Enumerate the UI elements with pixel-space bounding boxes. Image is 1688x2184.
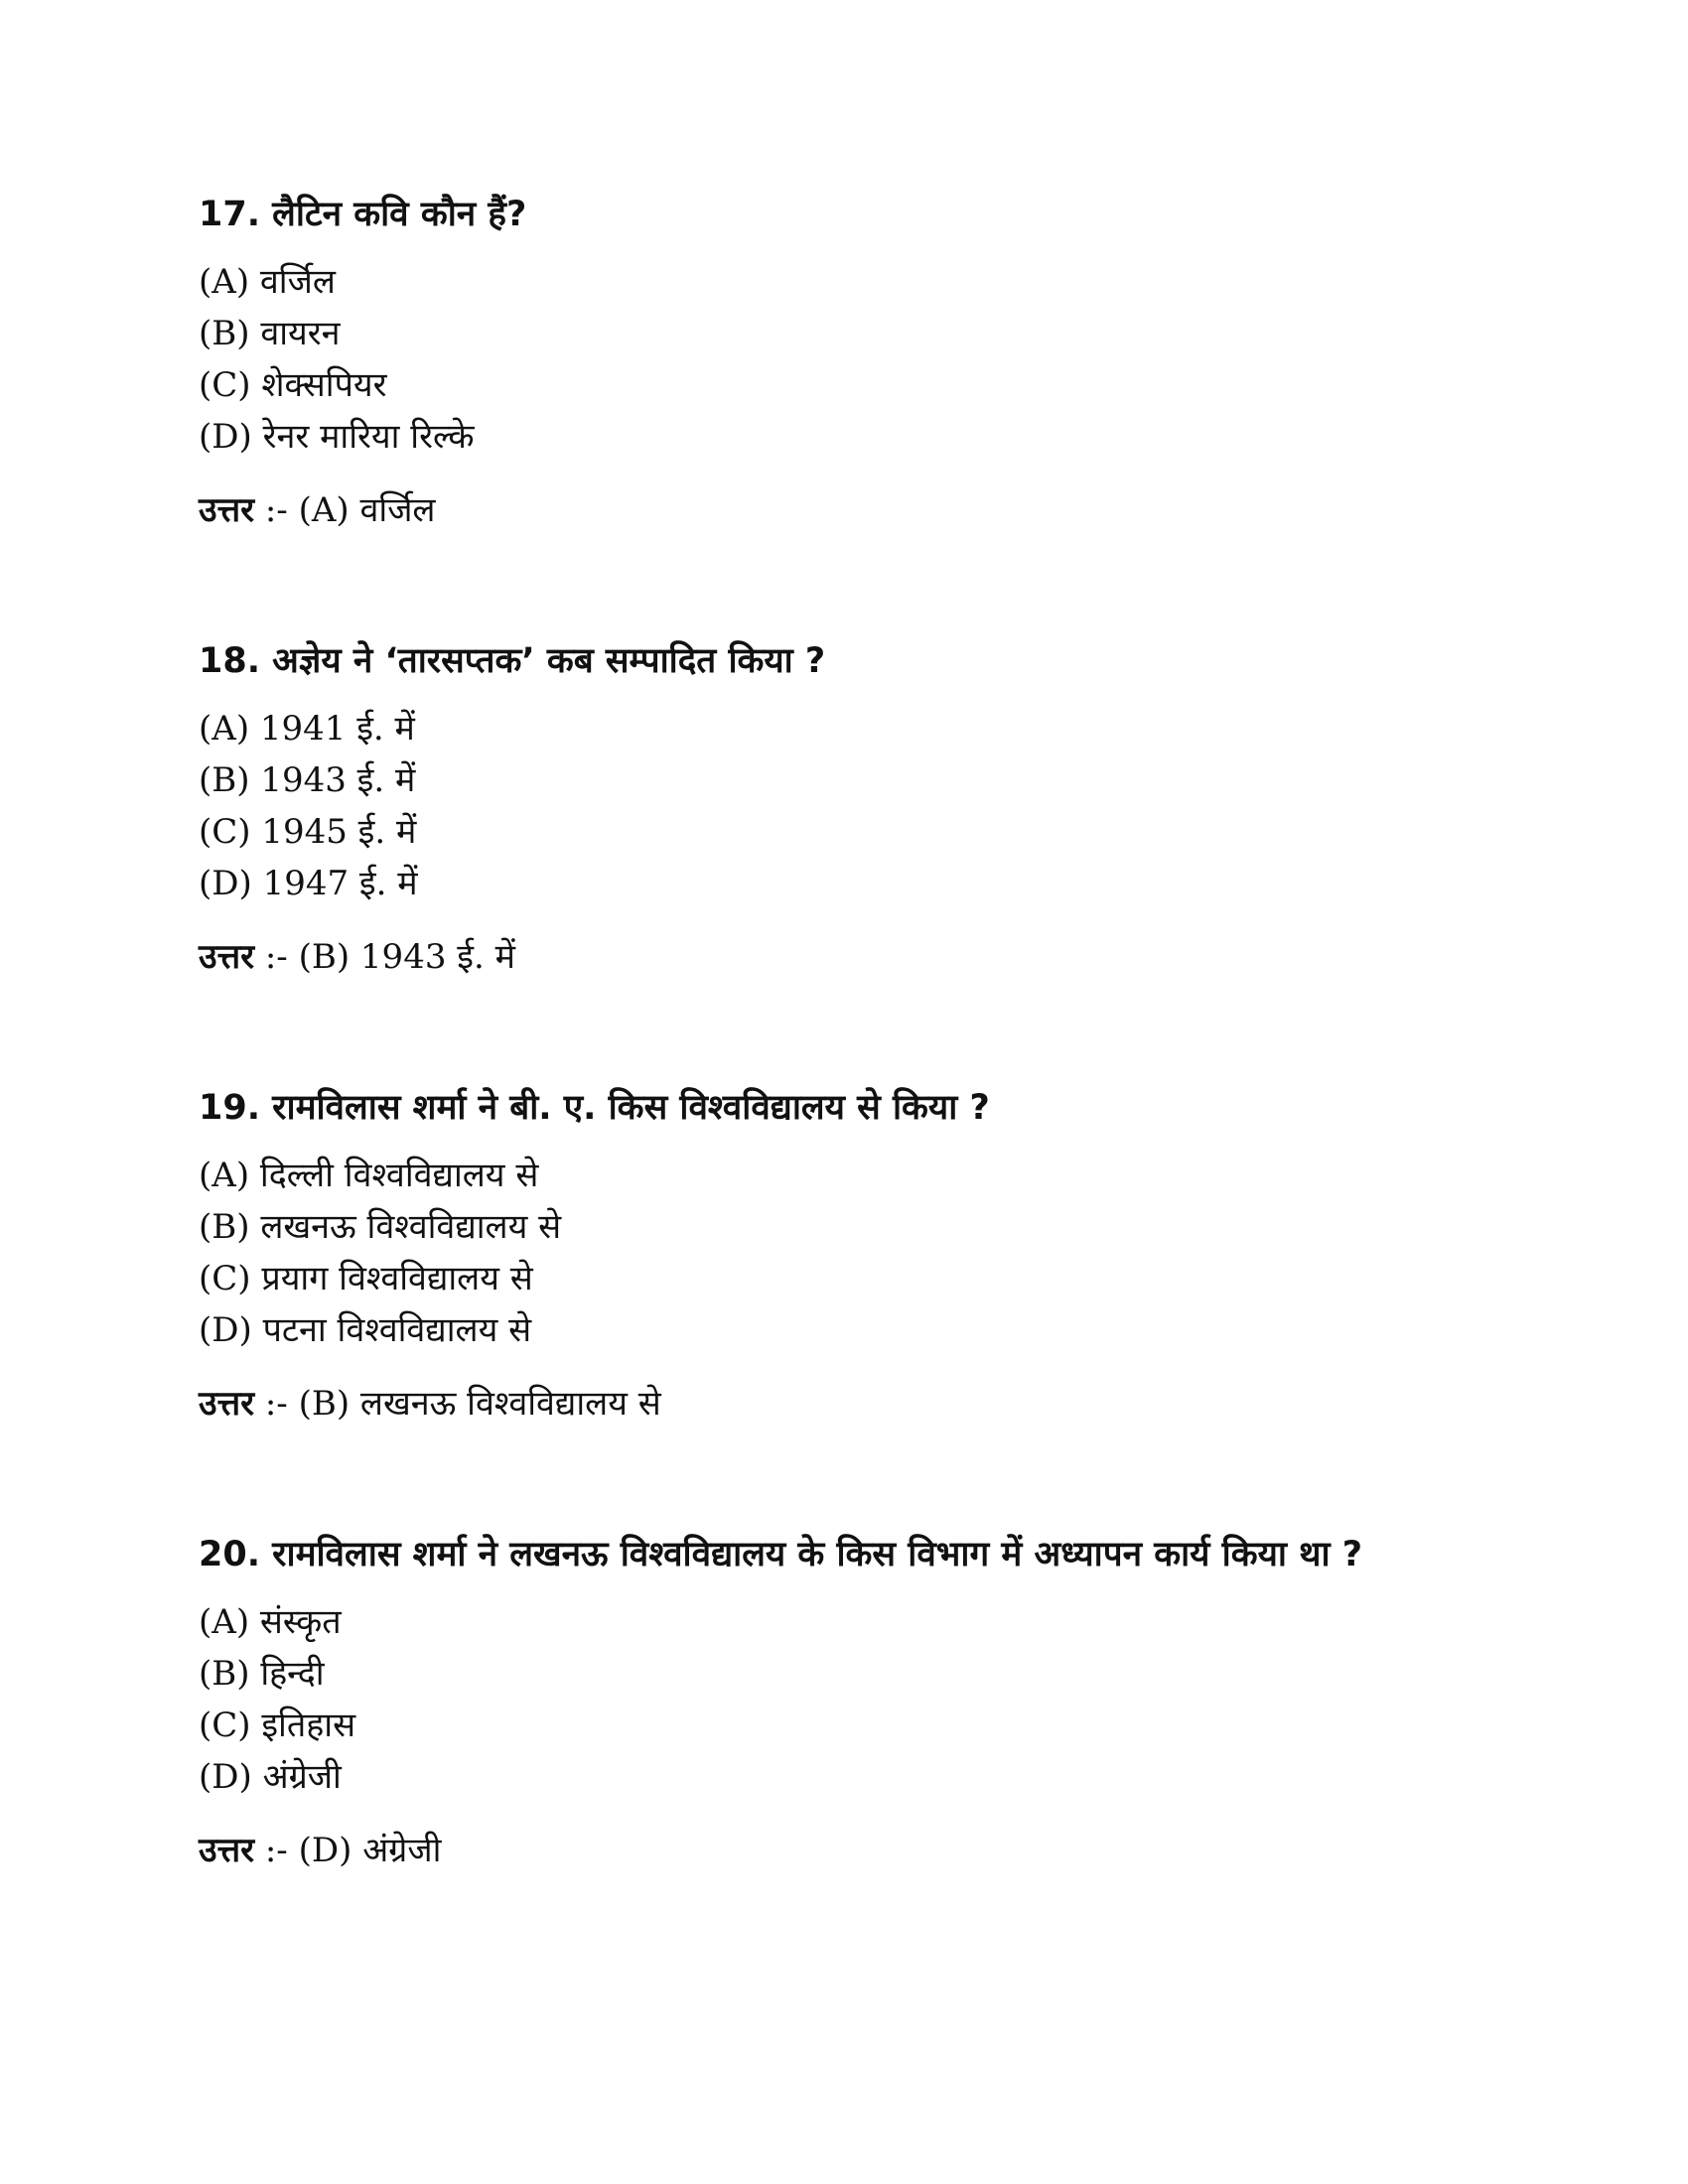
option-d: (D) रेनर मारिया रिल्के	[199, 417, 475, 457]
option-a: (A) 1941 ई. में	[199, 709, 415, 749]
question-block-19	[199, 1082, 1589, 1430]
option-a: (A) वर्जिल	[199, 262, 336, 302]
answer-label: उत्तर	[199, 490, 255, 530]
option-b: (B) 1943 ई. में	[199, 760, 416, 800]
option-c: (C) 1945 ई. में	[199, 812, 417, 852]
question-block-18	[199, 635, 1589, 983]
answer-line	[199, 1378, 1589, 1430]
option-a: (A) संस्कृत	[199, 1602, 342, 1642]
answer-label: उत्तर	[199, 1831, 255, 1870]
answer-text: :- (D) अंग्रेजी	[254, 1831, 442, 1870]
answer-label: उत्तर	[199, 1384, 255, 1424]
answer-text: :- (B) 1943 ई. में	[254, 937, 515, 977]
option-b: (B) हिन्दी	[199, 1654, 325, 1694]
answer-label: उत्तर	[199, 937, 255, 977]
question-text: 18. अज्ञेय ने ‘तारसप्तक’ कब सम्पादित किया ?	[199, 641, 826, 681]
document-page	[199, 189, 1589, 1976]
question-block-17	[199, 189, 1589, 536]
question-text: 19. रामविलास शर्मा ने बी. ए. किस विश्वविद्यालय से किया ?	[199, 1088, 990, 1128]
option-c: (C) इतिहास	[199, 1706, 356, 1745]
option-b: (B) लखनऊ विश्वविद्यालय से	[199, 1207, 562, 1247]
question-block-20	[199, 1529, 1589, 1876]
option-a: (A) दिल्ली विश्वविद्यालय से	[199, 1156, 539, 1195]
answer-line	[199, 484, 1589, 536]
option-b: (B) वायरन	[199, 314, 341, 353]
answer-text: :- (B) लखनऊ विश्वविद्यालय से	[254, 1384, 661, 1424]
option-d: (D) पटना विश्वविद्यालय से	[199, 1310, 532, 1350]
answer-line	[199, 1825, 1589, 1876]
option-c: (C) प्रयाग विश्वविद्यालय से	[199, 1259, 533, 1298]
option-d: (D) 1947 ई. में	[199, 864, 418, 903]
answer-text: :- (A) वर्जिल	[254, 490, 436, 530]
option-d: (D) अंग्रेजी	[199, 1757, 342, 1797]
option-c: (C) शेक्सपियर	[199, 365, 387, 405]
answer-line	[199, 931, 1589, 983]
question-text: 17. लैटिन कवि कौन हैं?	[199, 195, 527, 234]
question-text: 20. रामविलास शर्मा ने लखनऊ विश्वविद्यालय के किस विभाग में अध्यापन कार्य किया था ?	[199, 1535, 1363, 1574]
